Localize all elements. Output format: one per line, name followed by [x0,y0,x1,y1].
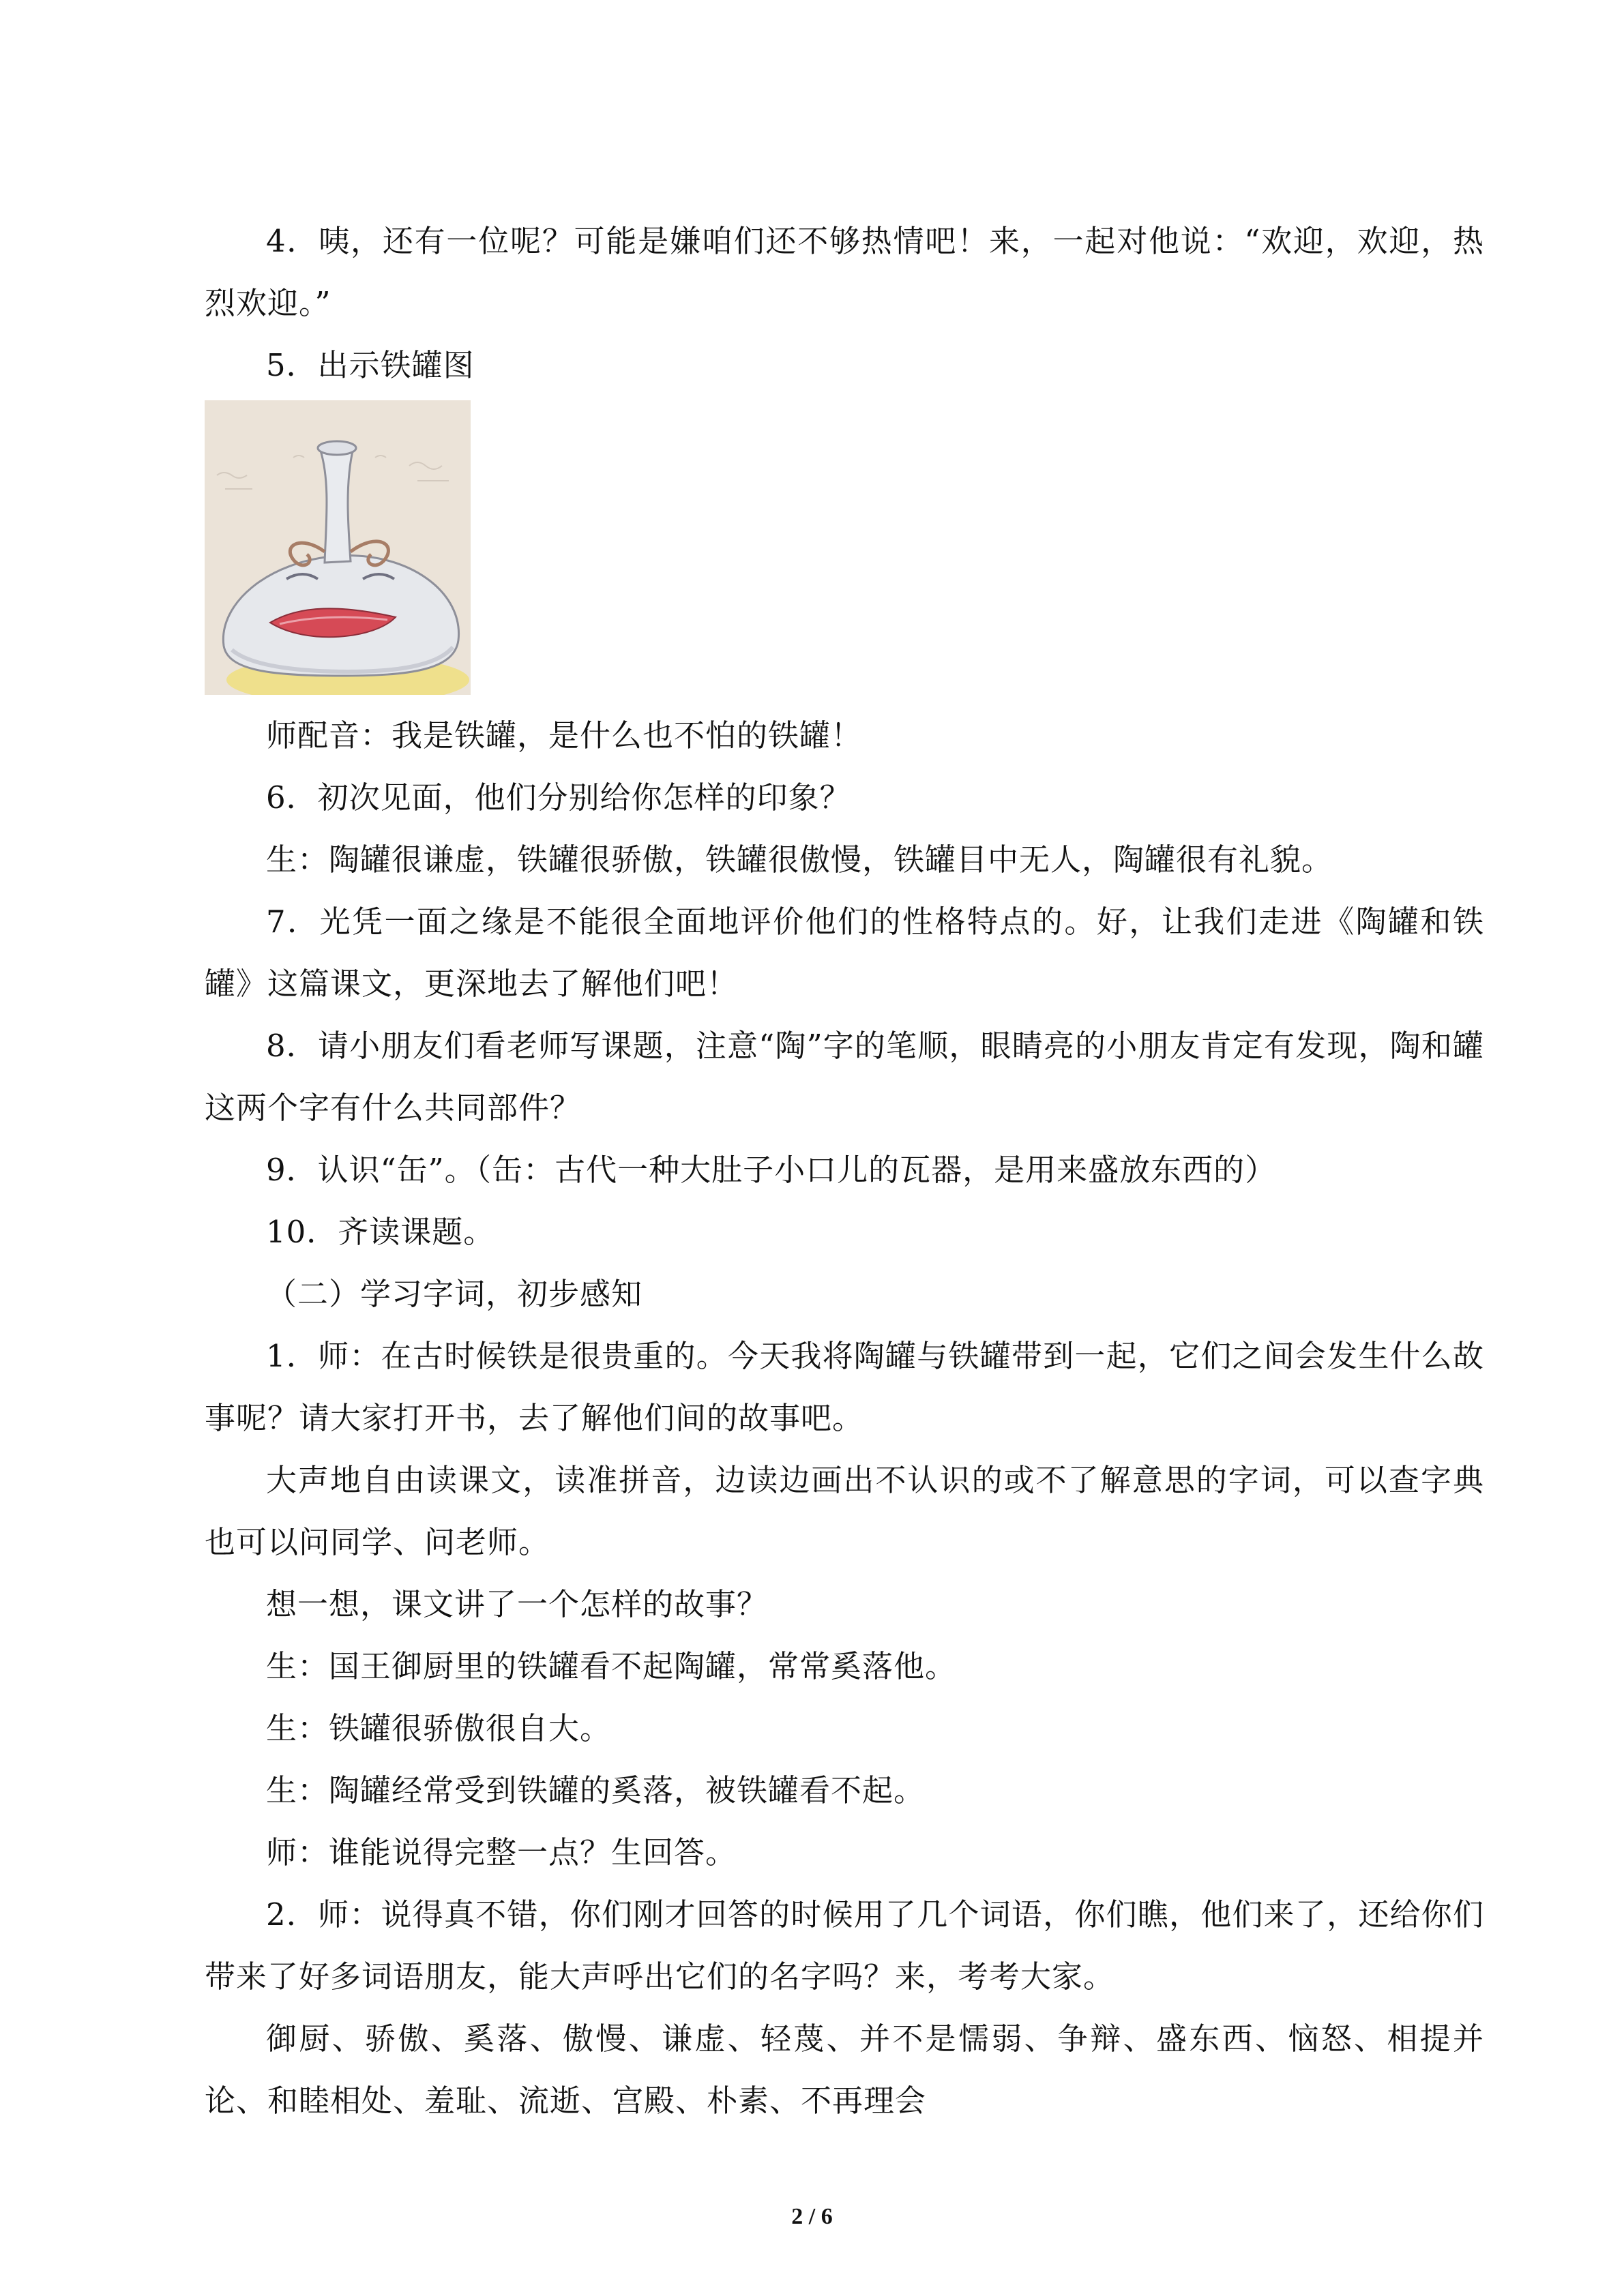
iron-jar-figure [205,400,1484,695]
iron-jar-illustration [205,400,471,695]
paragraph-item-9: 9．认识“缶”。（缶：古代一种大肚子小口儿的瓦器，是用来盛放东西的） [266,1152,1277,1188]
paragraph-item-8: 8．请小朋友们看老师写课题，注意“陶”字的笔顺，眼睛亮的小朋友肯定有发现，陶和罐这两个字有什么共同部件？ [205,1028,1484,1126]
paragraph-question: 想一想，课文讲了一个怎样的故事？ [266,1586,769,1622]
paragraph-item-10: 10．齐读课题。 [266,1214,495,1250]
paragraph-item-1: 1．师：在古时候铁是很贵重的。今天我将陶罐与铁罐带到一起，它们之间会发生什么故事呢？请大家打开书，去了解他们间的故事吧。 [205,1338,1484,1436]
paragraph-student-answer: 生：铁罐很骄傲很自大。 [266,1710,612,1746]
paragraph-teacher-voice: 师配音：我是铁罐，是什么也不怕的铁罐！ [266,717,863,754]
paragraph-item-5: 5．出示铁罐图 [266,347,475,383]
paragraph-item-4: 4．咦，还有一位呢？可能是嫌咱们还不够热情吧！来，一起对他说：“欢迎，欢迎，热烈欢迎。” [205,223,1484,321]
paragraph-item-7: 7．光凭一面之缘是不能很全面地评价他们的性格特点的。好，让我们走进《陶罐和铁罐》这篇课文，更深地去了解他们吧！ [205,904,1484,1002]
document-body [205,210,1484,2132]
jar-rim [318,441,356,455]
section-heading: （二）学习字词，初步感知 [266,1276,643,1312]
paragraph-teacher-question: 师：谁能说得完整一点？生回答。 [266,1834,737,1870]
vocabulary-list: 御厨、骄傲、奚落、傲慢、谦虚、轻蔑、并不是懦弱、争辩、盛东西、恼怒、相提并论、和睦相处、羞耻、流逝、宫殿、朴素、不再理会 [205,2021,1484,2119]
paragraph-student-answer: 生：国王御厨里的铁罐看不起陶罐，常常奚落他。 [266,1648,957,1684]
paragraph-student-answer: 生：陶罐很谦虚，铁罐很骄傲，铁罐很傲慢，铁罐目中无人，陶罐很有礼貌。 [266,841,1333,878]
paragraph-reading-instruction: 大声地自由读课文，读准拼音，边读边画出不认识的或不了解意思的字词，可以查字典也可以问同学、问老师。 [205,1462,1484,1560]
paragraph-item-6: 6．初次见面，他们分别给你怎样的印象？ [266,779,851,816]
paragraph-student-answer: 生：陶罐经常受到铁罐的奚落，被铁罐看不起。 [266,1772,926,1808]
page-number: 2 / 6 [791,2204,833,2229]
paragraph-item-2: 2．师：说得真不错，你们刚才回答的时候用了几个词语，你们瞧，他们来了，还给你们带来了好多词语朋友，能大声呼出它们的名字吗？来，考考大家。 [205,1896,1484,1995]
